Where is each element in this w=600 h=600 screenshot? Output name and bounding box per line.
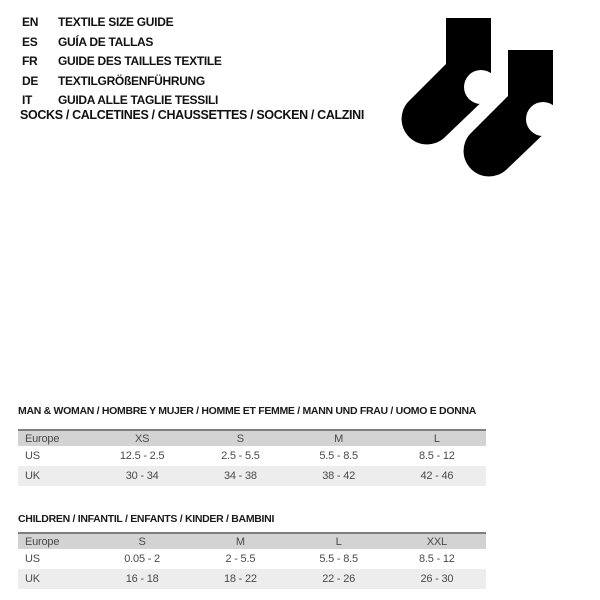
size-cell: 26 - 30 (420, 573, 454, 585)
row-region: US (25, 553, 40, 565)
language-row-de (22, 72, 222, 92)
size-cell: 8.5 - 12 (419, 450, 455, 462)
size-cell: 18 - 22 (223, 573, 257, 585)
size-cell: 22 - 26 (322, 573, 356, 585)
language-row-fr (22, 52, 222, 72)
language-code: EN (22, 15, 39, 29)
category-title: SOCKS / CALCETINES / CHAUSSETTES / SOCKEN / CALZINI (20, 108, 364, 122)
column-header-region: Europe (25, 535, 60, 548)
language-label: GUÍA DE TALLAS (58, 34, 154, 49)
column-header-size: L (335, 535, 342, 548)
size-cell: 38 - 42 (322, 470, 356, 482)
table-title: MAN & WOMAN / HOMBRE Y MUJER / HOMME ET FEMME / MANN UND FRAU / UOMO E DONNA (18, 405, 477, 417)
language-label: TEXTILE SIZE GUIDE (58, 15, 174, 29)
size-cell: 2.5 - 5.5 (221, 450, 260, 462)
column-header-size: L (433, 432, 440, 445)
size-cell: 16 - 18 (125, 573, 159, 585)
language-code: IT (22, 93, 33, 108)
table-section-man-woman (18, 405, 486, 486)
table-row-uk (18, 466, 486, 486)
column-header-size: M (334, 432, 344, 445)
language-code: ES (22, 34, 38, 49)
table-title: CHILDREN / INFANTIL / ENFANTS / KINDER / BAMBINI (18, 513, 275, 525)
column-header-size: M (235, 535, 245, 548)
column-header-size: S (138, 535, 146, 548)
language-row-en (22, 13, 222, 33)
table-row-uk (18, 569, 486, 589)
row-region: US (25, 450, 40, 462)
size-cell: 2 - 5.5 (225, 553, 256, 565)
language-row-es (22, 33, 222, 53)
size-table-children (18, 532, 486, 589)
row-region: UK (25, 470, 40, 482)
column-header-size: XXL (426, 535, 447, 548)
size-cell: 42 - 46 (420, 470, 454, 482)
language-label: GUIDA ALLE TAGLIE TESSILI (58, 93, 219, 108)
socks-icon (400, 18, 562, 182)
table-header-row (18, 430, 486, 446)
row-region: UK (25, 573, 40, 585)
column-header-size: S (236, 432, 244, 445)
table-header-row (18, 533, 486, 549)
language-label: TEXTILGRÖßENFÜHRUNG (58, 73, 205, 88)
table-row-us (18, 549, 486, 569)
language-label: GUIDE DES TAILLES TEXTILE (58, 54, 222, 69)
size-table-man-woman (18, 429, 486, 486)
size-cell: 12.5 - 2.5 (119, 450, 165, 462)
language-list (22, 13, 222, 111)
size-cell: 30 - 34 (125, 470, 159, 482)
size-cell: 34 - 38 (223, 470, 257, 482)
size-cell: 8.5 - 12 (419, 553, 455, 565)
language-code: FR (22, 54, 38, 69)
column-header-size: XS (134, 432, 150, 445)
table-row-us (18, 446, 486, 466)
size-cell: 0.05 - 2 (124, 553, 160, 565)
table-section-children (18, 513, 486, 589)
size-cell: 5.5 - 8.5 (319, 450, 358, 462)
size-cell: 5.5 - 8.5 (319, 553, 358, 565)
column-header-region: Europe (25, 432, 60, 445)
language-code: DE (22, 73, 39, 88)
